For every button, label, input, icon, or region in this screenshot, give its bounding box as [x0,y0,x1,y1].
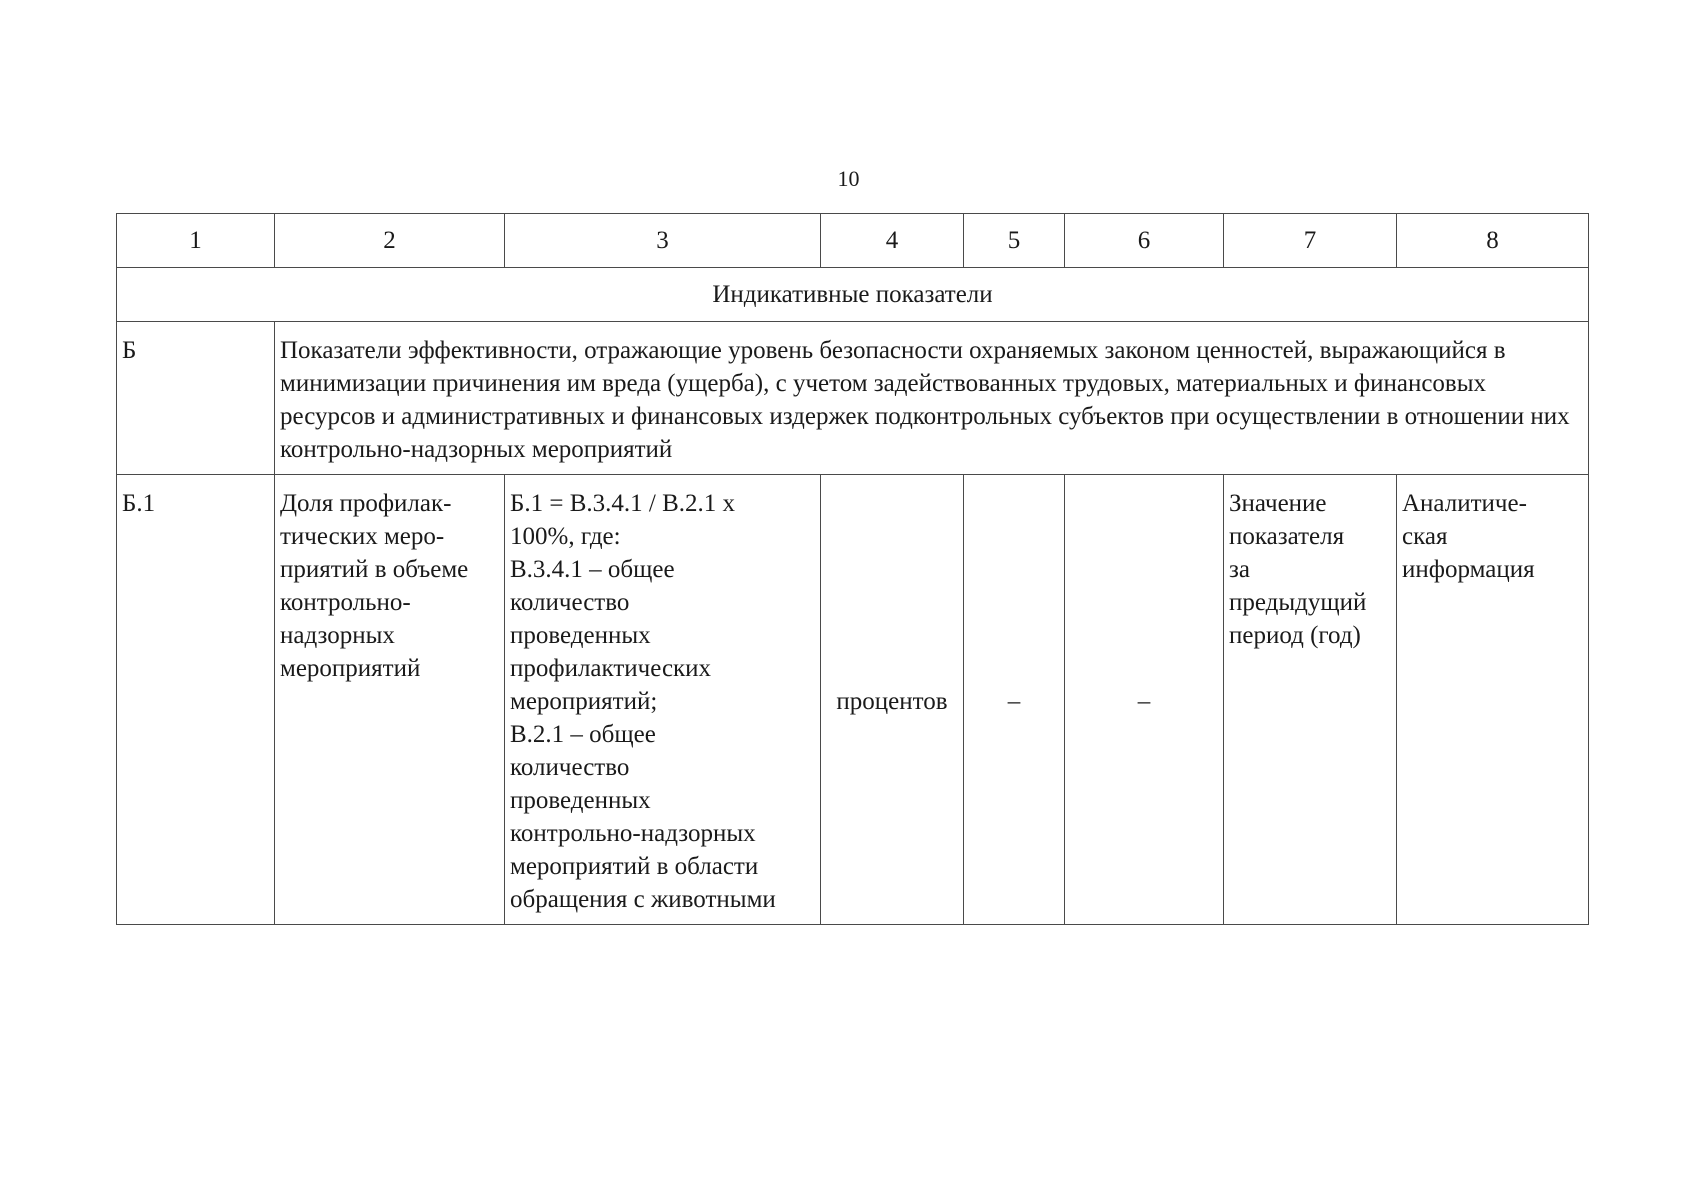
column-header: 5 [964,214,1065,268]
column-header: 7 [1224,214,1397,268]
indicator-code [117,475,275,925]
indicator-target-text: Значение показателя за предыдущий период (год) [1229,490,1367,649]
column-header: 4 [821,214,964,268]
indicator-name-text: Доля профилак- тических меро- приятий в объеме контрольно- надзорных мероприятий [280,490,469,682]
group-code: Б [117,322,275,475]
section-title: Индикативные показатели [117,268,1589,322]
table-row [117,475,1589,925]
page-number: 10 [837,166,860,191]
group-row [117,322,1589,475]
column-header: 8 [1397,214,1589,268]
indicator-col6: – [1065,475,1224,925]
column-header: 2 [275,214,505,268]
column-header: 6 [1065,214,1224,268]
column-header: 1 [117,214,275,268]
indicator-col5: – [964,475,1065,925]
indicator-unit: процентов [821,475,964,925]
section-row [117,268,1589,322]
column-header: 3 [505,214,821,268]
indicator-formula-text: Б.1 = В.3.4.1 / В.2.1 х 100%, где: В.3.4.1 – общее количество проведенных профилактических мероприятий; В.2.1 – общее количество проведенных контрольно-надзорных мероприятий в области обращения с животными [510,490,776,913]
indicator-name [275,475,505,925]
group-description: Показатели эффективности, отражающие уровень безопасности охраняемых законом ценностей, выражающийся в минимизации причинения им вреда (ущерба), с учетом задействованных трудовых, материальных и финансовых ресурсов и административных и финансовых издержек подконтрольных субъектов при осуществлении в отношении них контрольно-надзорных мероприятий [275,322,1589,475]
indicator-code-text: Б.1 [122,490,156,517]
column-number-row [117,214,1589,268]
indicator-formula [505,475,821,925]
indicator-target [1224,475,1397,925]
indicator-source-text: Аналитиче- ская информация [1402,490,1535,583]
indicators-table [116,213,1589,925]
indicator-source [1397,475,1589,925]
